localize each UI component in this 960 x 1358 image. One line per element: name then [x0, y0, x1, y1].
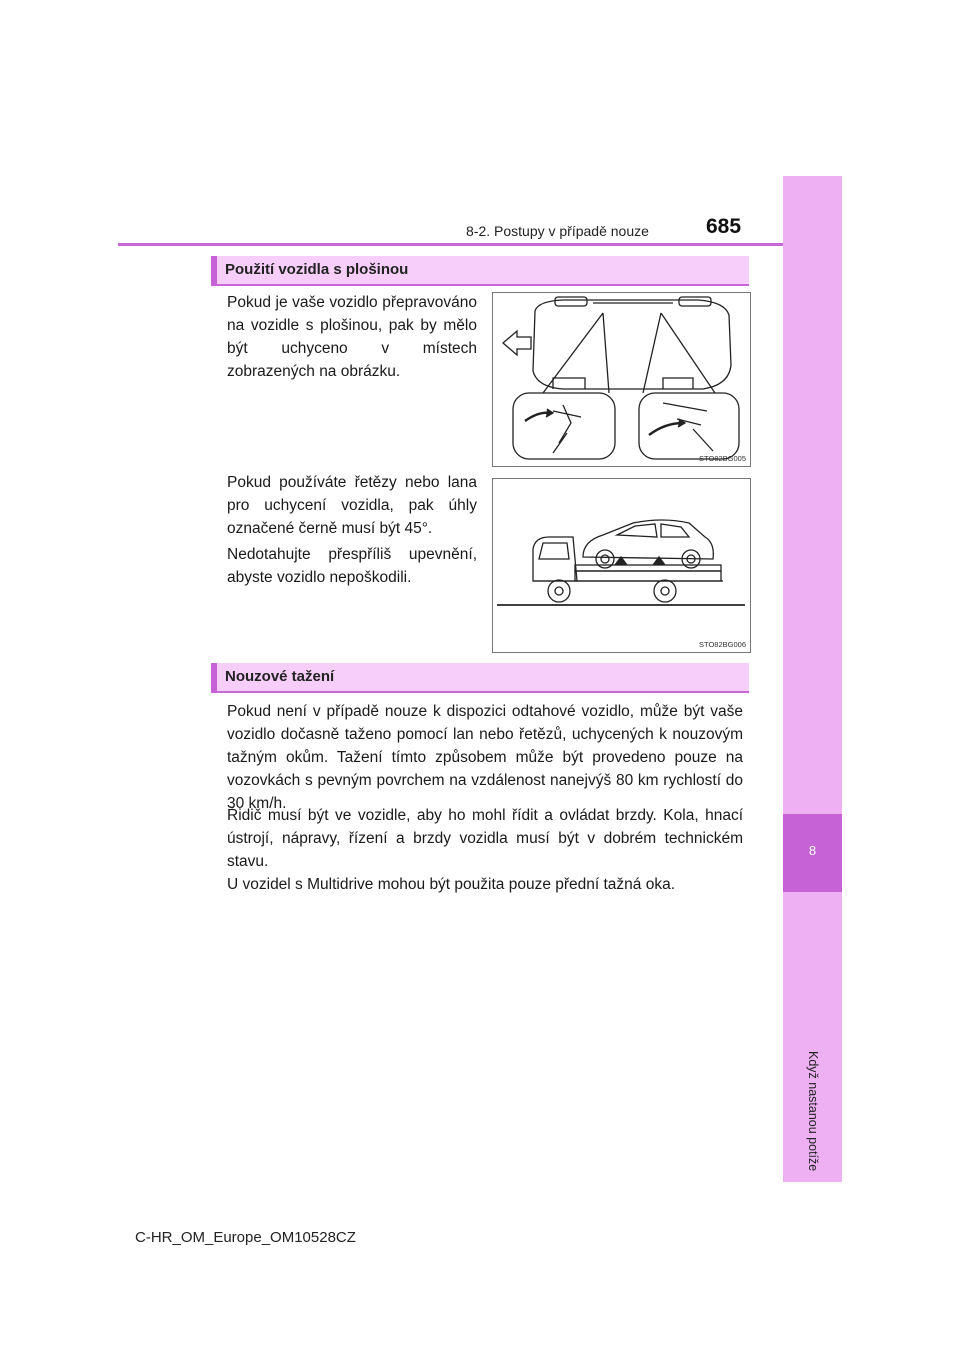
- paragraph-flatbed-intro: Pokud je vaše vozidlo přepravováno na vozidle s plošinou, pak by mělo být uchyceno v místech zobrazených na obrázku.: [227, 294, 477, 380]
- header-rule: [118, 243, 783, 246]
- figure-flatbed-truck: [492, 478, 751, 653]
- document-code: C-HR_OM_Europe_OM10528CZ: [135, 1229, 356, 1246]
- tiedown-illustration: [493, 293, 750, 466]
- figure-tiedown-points: [492, 292, 751, 467]
- paragraph-chain-angles: Pokud používáte řetězy nebo lana pro uchycení vozidla, pak úhly označené černě musí být 45°.: [227, 474, 477, 537]
- section-header-accent: [211, 256, 217, 286]
- chapter-side-tab: [783, 176, 842, 1182]
- chapter-title: Když nastanou potíže: [806, 1051, 820, 1172]
- section-header-accent: [211, 663, 217, 693]
- paragraph-do-not-overtighten: Nedotahujte přespříliš upevnění, abyste vozidlo nepoškodili.: [227, 546, 477, 586]
- page-number: 685: [706, 215, 742, 238]
- flatbed-illustration: [493, 479, 750, 652]
- paragraph-multidrive-note: U vozidel s Multidrive mohou být použita pouze přední tažná oka.: [227, 876, 676, 893]
- figure-code: STO82BG005: [699, 454, 746, 463]
- section-header-flatbed: [211, 256, 749, 286]
- paragraph-driver-requirements: Řidič musí být ve vozidle, aby ho mohl řídit a ovládat brzdy. Kola, hnací ústrojí, nápravy, řízení a brzdy vozidla musí být v dobrém technickém stavu.: [227, 807, 743, 870]
- paragraph-emergency-towing: Pokud není v případě nouze k dispozici odtahové vozidlo, může být vaše vozidlo dočasně taženo pomocí lan nebo řetězů, uchycených k nouzovým tažným okům. Tažení tímto způsobem může být provedeno pouze na vozovkách s pevným povrchem na vzdálenost nanejvýš 80 km rychlostí do 30 km/h.: [227, 703, 743, 812]
- section-reference: 8-2. Postupy v případě nouze: [466, 223, 649, 239]
- figure-code: STO82BG006: [699, 640, 746, 649]
- chapter-number: 8: [808, 843, 817, 858]
- section-header-emergency-towing: [211, 663, 749, 693]
- section-title: Použití vozidla s plošinou: [225, 261, 409, 278]
- section-title: Nouzové tažení: [225, 668, 335, 685]
